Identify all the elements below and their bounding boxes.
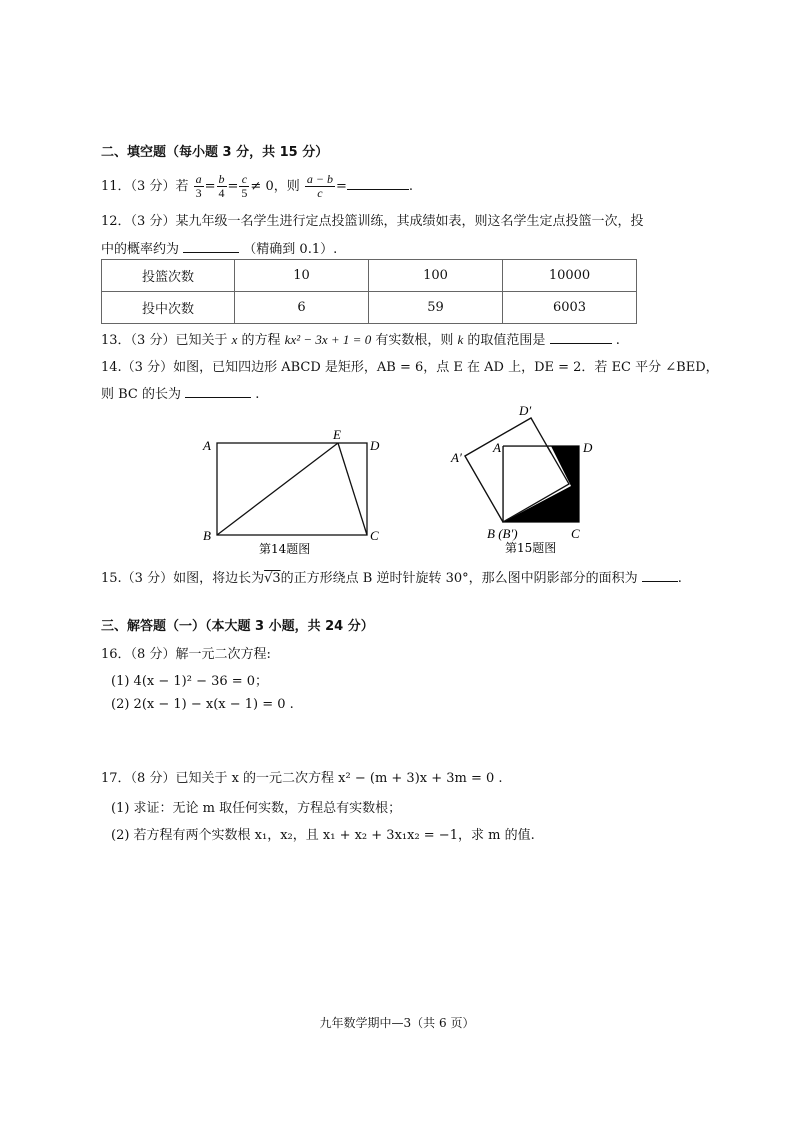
- fraction-a-over-3: $\frac{a}{3}$: [195, 172, 202, 200]
- label-C: C: [370, 528, 379, 543]
- answer-blank[interactable]: [550, 343, 612, 344]
- q11-neq: ≠ 0，则: [250, 179, 300, 194]
- q14-end: .: [255, 387, 260, 402]
- table-cell: 投中次数: [102, 292, 235, 324]
- fraction-b-over-4: $\frac{b}{4}$: [218, 172, 225, 200]
- shooting-table: [101, 259, 637, 324]
- table-cell: 100: [369, 260, 503, 292]
- q15-end: .: [677, 571, 682, 586]
- q15-text: 15.（3 分）如图，将边长为: [101, 571, 265, 586]
- q11-end: .: [408, 179, 414, 194]
- q13-equation: kx² − 3x + 1 = 0: [284, 332, 372, 347]
- figure-15-rotated-square: [445, 400, 605, 560]
- q12-text-post: （精确到 0.1）.: [243, 242, 338, 257]
- label-B: B: [203, 528, 211, 543]
- question-12-line1: 12．（3 分）某九年级一名学生进行定点投篮训练，其成绩如表，则这名学生定点投篮一次，投: [101, 214, 644, 229]
- answer-blank[interactable]: [183, 252, 239, 253]
- table-cell: 6: [235, 292, 369, 324]
- section-heading-fill-blank: 二、填空题（每小题 3 分，共 15 分）: [101, 145, 329, 160]
- q11-number: 11．: [101, 179, 131, 194]
- label-D: D: [583, 440, 593, 455]
- table-row: [102, 260, 637, 292]
- figure-caption: 第15题图: [505, 541, 557, 555]
- question-15: [101, 567, 682, 586]
- answer-blank[interactable]: [185, 397, 251, 398]
- q15-text-post: 的正方形绕点 B 逆时针旋转 30°，那么图中阴影部分的面积为: [280, 571, 638, 586]
- question-11: 11．（3 分）若 $\frac{a}{3}$ = $\frac{b}{4}$ = $\frac{c}{5}$ ≠ 0，则 $\frac{a - b}{c}$ = .: [101, 172, 414, 200]
- q13-var-k: k: [457, 332, 464, 347]
- fraction-a-minus-b-over-c: $\frac{a - b}{c}$: [306, 172, 333, 200]
- q13-text-mid: 的方程: [241, 333, 281, 348]
- page-footer: 九年数学期中—3（共 6 页）: [319, 1016, 475, 1030]
- table-cell: 10000: [503, 260, 637, 292]
- q14-text: 则 BC 的长为: [101, 387, 182, 402]
- q11-score: （3 分）: [130, 179, 176, 194]
- label-B: B (B′): [487, 526, 518, 541]
- question-16-part2: (2) 2(x − 1) − x(x − 1) = 0 .: [111, 697, 294, 712]
- label-D: D: [370, 438, 380, 453]
- answer-blank[interactable]: [642, 581, 678, 582]
- table-cell: 投篮次数: [102, 260, 235, 292]
- table-row: [102, 292, 637, 324]
- q13-text-mid2: 有实数根，则: [375, 333, 454, 348]
- q13-text-post: 的取值范围是: [467, 333, 546, 348]
- question-13: [101, 329, 620, 348]
- table-cell: 6003: [503, 292, 637, 324]
- section-heading-solutions: 三、解答题（一）（本大题 3 小题，共 24 分）: [101, 619, 374, 634]
- q15-sqrt3: √3: [264, 571, 281, 586]
- question-12-line2: [101, 238, 337, 257]
- q12-text: 中的概率约为: [101, 242, 180, 257]
- label-D-prime: D′: [519, 403, 532, 418]
- q13-var-x: x: [231, 332, 238, 347]
- q13-end: .: [615, 333, 620, 348]
- question-17-title: 17．（8 分）已知关于 x 的一元二次方程 x² − (m + 3)x + 3m = 0 .: [101, 771, 503, 786]
- q13-text: 13．（3 分）已知关于: [101, 333, 228, 348]
- answer-blank[interactable]: [347, 189, 409, 190]
- q11-text: 若: [175, 179, 189, 194]
- label-A: A: [493, 440, 501, 455]
- table-cell: 10: [235, 260, 369, 292]
- question-17-part2: (2) 若方程有两个实数根 x₁，x₂，且 x₁ + x₂ + 3x₁x₂ = −1，求 m 的值.: [111, 828, 535, 843]
- figure-caption: 第14题图: [259, 542, 311, 556]
- label-A-prime: A′: [451, 450, 462, 465]
- question-16-title: 16．（8 分）解一元二次方程:: [101, 647, 271, 662]
- label-C: C: [571, 526, 580, 541]
- question-17-part1: (1) 求证：无论 m 取任何实数，方程总有实数根；: [111, 801, 402, 816]
- question-14-line2: [101, 383, 259, 402]
- q11-equals: =: [335, 179, 347, 194]
- fraction-c-over-5: $\frac{c}{5}$: [241, 172, 248, 200]
- label-E: E: [333, 427, 341, 442]
- label-A: A: [203, 438, 211, 453]
- table-cell: 59: [369, 292, 503, 324]
- question-16-part1: (1) 4(x − 1)² − 36 = 0；: [111, 674, 269, 689]
- question-14-line1: 14.（3 分）如图，已知四边形 ABCD 是矩形，AB = 6，点 E 在 AD 上，DE = 2．若 EC 平分 ∠BED，: [101, 360, 719, 375]
- figure-14-rectangle: [195, 425, 395, 560]
